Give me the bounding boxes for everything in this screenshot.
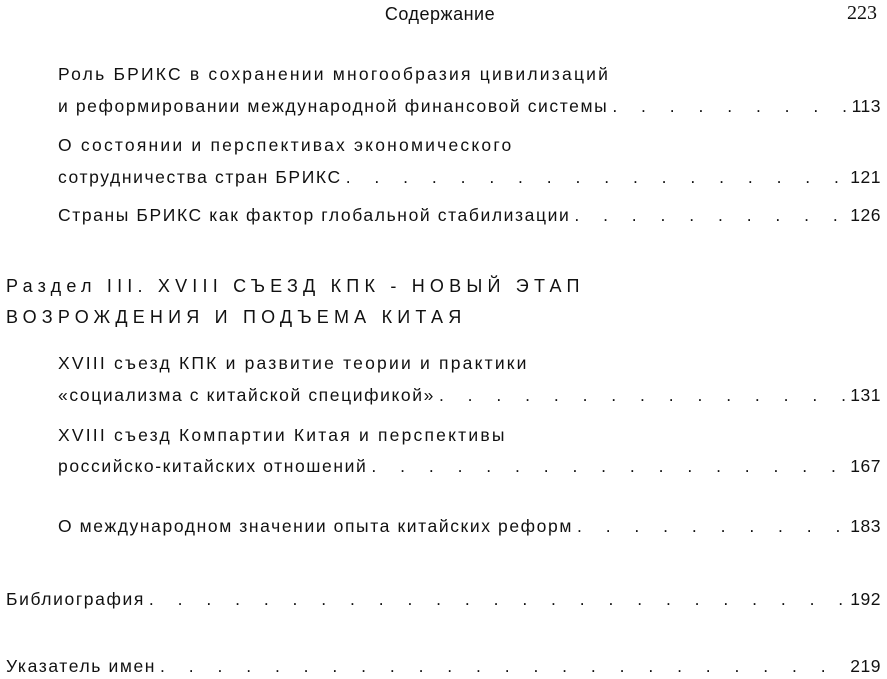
toc-page-number: 113 <box>851 96 881 116</box>
toc-entry-text: Страны БРИКС как фактор глобальной стабилизации <box>58 205 571 225</box>
toc-page-number: 219 <box>850 656 881 676</box>
toc-entry-economic-cooperation[interactable] <box>58 167 881 188</box>
toc-entry-text: «социализма с китайской спецификой» <box>58 385 435 405</box>
toc-entry-text: О международном значении опыта китайских реформ <box>58 516 573 536</box>
dot-leader <box>160 656 848 677</box>
toc-entry-name-index[interactable] <box>6 656 881 677</box>
toc-entry-global-stabilization[interactable] <box>58 205 881 226</box>
toc-entry-russia-china[interactable] <box>58 456 881 477</box>
dot-leader <box>574 205 848 226</box>
section-heading-line1: Раздел III. XVIII СЪЕЗД КПК - НОВЫЙ ЭТАП <box>6 276 585 296</box>
page-number: 223 <box>847 2 877 24</box>
toc-entry-text: Библиография <box>6 589 145 609</box>
dot-leader <box>439 385 848 406</box>
toc-page-number: 121 <box>850 167 881 187</box>
toc-page-number: 167 <box>850 456 881 476</box>
toc-entry-text: и реформировании международной финансовой системы <box>58 96 609 116</box>
toc-entry-reforms-significance[interactable] <box>58 516 881 537</box>
dot-leader <box>577 516 848 537</box>
toc-entry-theory-practice[interactable] <box>58 385 881 406</box>
dot-leader <box>371 456 848 477</box>
dot-leader <box>149 589 848 610</box>
toc-entry-text: Указатель имен <box>6 656 157 676</box>
dot-leader <box>346 167 849 188</box>
dot-leader <box>612 96 849 117</box>
toc-page-number: 126 <box>850 205 881 225</box>
toc-entry-brics-civilizations[interactable] <box>58 96 881 117</box>
toc-entry-economic-cooperation-line1: О состоянии и перспективах экономического <box>58 135 514 155</box>
section-heading-line2: ВОЗРОЖДЕНИЯ И ПОДЪЕМА КИТАЯ <box>6 307 467 327</box>
toc-entry-brics-civilizations-line1: Роль БРИКС в сохранении многообразия цивилизаций <box>58 64 611 84</box>
toc-page-number: 192 <box>850 589 881 609</box>
toc-page-number: 131 <box>850 385 881 405</box>
toc-page-number: 183 <box>850 516 881 536</box>
toc-entry-theory-practice-line1: XVIII съезд КПК и развитие теории и практики <box>58 353 529 373</box>
toc-entry-text: сотрудничества стран БРИКС <box>58 167 342 187</box>
toc-entry-bibliography[interactable] <box>6 589 881 610</box>
toc-entry-russia-china-line1: XVIII съезд Компартии Китая и перспективы <box>58 425 507 445</box>
toc-entry-text: российско-китайских отношений <box>58 456 368 476</box>
page-header-title: Содержание <box>384 4 496 24</box>
